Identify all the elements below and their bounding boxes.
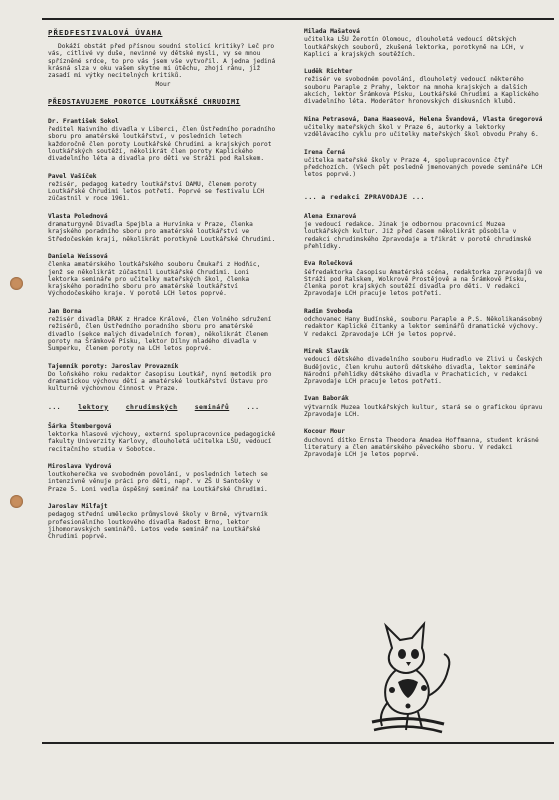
heading-part: chrudimských: [125, 402, 178, 411]
bio-text: učitelky mateřských škol v Praze 6, autorky a lektorky vzdělávacího cyklu pro učitelky mateřských škol obvodu Prahy 6.: [304, 123, 539, 139]
bio-entry: [304, 213, 546, 250]
editors-heading: ... a redakci ZPRAVODAJE ...: [304, 192, 425, 201]
bio-entry: [304, 395, 546, 418]
binder-hole: [10, 277, 23, 290]
article-title: PŘEDFESTIVALOVÁ ÚVAHA: [48, 28, 163, 37]
bio-text: pedagog střední umělecko průmyslové školy v Brně, výtvarník profesionálního loutkového divadla Radost Brno, lektor jihomoravských seminářů. Letos vede seminář na Loutkářské Chrudimi poprvé.: [48, 511, 268, 541]
bio-text: režisér divadla DRAK z Hradce Králové, člen Volného sdružení režisérů, člen Ústředního poradního sboru pro amatérské divadlo (sekce malých divadelních forem), několikrát členem poroty na Šrámkově Písku, lektor Dílny mladého divadla v Šumperku, členem poroty na LCH letos poprvé.: [48, 316, 272, 353]
bio-entry: [48, 118, 278, 163]
bio-name: Alena Exnarová: [304, 212, 357, 220]
bio-entry: [48, 213, 278, 243]
bio-text: režisér, pedagog katedry loutkářství DAMU, členem poroty Loutkářské Chrudimi letos potřetí. Poprvé se festivalu LCH zúčastnil v roce 1961.: [48, 180, 265, 203]
bio-text: vedoucí dětského divadelního souboru Hudradlo ve Zlivi u Českých Budějovic, člen kruhu autorů dětského divadla, lektor semináře Národní přehlídky dětského divadla v Prachaticích, v redakci Zpravodaje LCH pracuje letos potřetí.: [304, 356, 543, 386]
bio-text: dramaturgyně Divadla Spejbla a Hurvínka v Praze, členka krajského poradního sboru pro amatérské loutkářství ve Středočeském kraji, několikrát porotkyně Loutkářské Chrudimi.: [48, 221, 276, 243]
bio-entry: [304, 68, 546, 105]
bio-name: Kocour Mour: [304, 428, 345, 436]
bio-name: Irena Černá: [304, 148, 345, 156]
right-column: [304, 28, 546, 468]
bio-name: Jaroslav Milfajt: [48, 503, 108, 511]
bio-name: Ivan Baborák: [304, 395, 349, 403]
editors-list: [304, 213, 546, 459]
bio-entry: [304, 116, 546, 139]
lecturers-list-right: [304, 28, 546, 179]
bio-entry: [48, 503, 278, 540]
bio-entry: [48, 308, 278, 353]
bio-entry: [304, 428, 546, 458]
bio-text: ředitel Naivního divadla v Liberci, člen Ústředního poradního sboru pro amatérské loutkářství, v posledních letech každoročně člen poroty Loutkářské Chrudimi a krajských porot loutkářských soutěží, několikrát člen poroty Kaplického divadelního léta a divadla pro děti ve Stráži pod Ralskem.: [48, 126, 276, 163]
lecturers-heading: [48, 403, 278, 411]
heading-part: ...: [48, 402, 61, 411]
bio-entry: [48, 363, 278, 393]
bio-entry: [48, 423, 278, 453]
bio-text: je vedoucí redakce. Jinak je odbornou pracovnicí Muzea loutkářských kultur. Již před časem několikrát působila v redakci chrudimského Zpravodaje a třikrát v porotě chrudimské přehlídky.: [304, 221, 532, 250]
bio-entry: [304, 149, 546, 179]
bio-name: Jan Borna: [48, 307, 82, 315]
bio-text: učitelka mateřské školy v Praze 4, spolupracovnice čtyř předchozích. (Všech pět posledně jmenovaných povede semináře LCH letos poprvé.): [304, 156, 543, 179]
bio-text: učitelka LŠU Žerotín Olomouc, dlouholetá vedoucí dětských loutkářských souborů, zkušená lektorka, porotkyně na LCH, v Kaplici a krajských soutěžích.: [304, 36, 524, 58]
bio-text: šéfredaktorka časopisu Amatérská scéna, redaktorka zpravodajů ve Stráži pod Ralskem, Wolkrově Prostějově a na Šrámkově Písku, členka porot krajských soutěží divadla pro děti. V redakci Zpravodaje LCH pracuje letos potřetí.: [304, 268, 543, 298]
jury-list: [48, 118, 278, 393]
bio-entry: [48, 253, 278, 298]
heading-part: lektory: [78, 402, 109, 411]
bio-text: lektorka hlasové výchovy, externí spolupracovnice pedagogické fakulty Univerzity Karlovy, dlouholetá učitelka LŠU, vedoucí recitačního studia v Sobotce.: [48, 430, 276, 453]
bio-name: Eva Rolečková: [304, 260, 353, 268]
bio-name: Miroslava Vydrová: [48, 462, 112, 470]
bio-text: členka amatérského loutkářského souboru Čmukaři z Hodňic, jenž se několikrát zúčastnil Loutkářské Chrudimi. Loni lektorka semináře pro učitelky mateřských škol, členka krajského poradního sboru pro amatérské loutkářství Východočeského kraje. V porotě LCH letos poprvé.: [48, 261, 261, 298]
jury-heading: PŘEDSTAVUJEME POROTCE LOUTKÁŘSKÉ CHRUDIMI: [48, 97, 241, 106]
bio-text: Do loňského roku redaktor časopisu Loutkář, nyní metodik pro dramatickou výchovu dětí a amatérské loutkářství Ústavu pro kulturně výchovnou činnost v Praze.: [48, 370, 272, 393]
bio-name: Radim Svoboda: [304, 307, 353, 315]
bio-name: Milada Mašatová: [304, 28, 360, 35]
top-rule: [42, 18, 554, 20]
binder-hole: [10, 495, 23, 508]
bio-name: Dr. František Sokol: [48, 117, 119, 125]
heading-part: seminářů: [194, 402, 230, 411]
bio-entry: [304, 348, 546, 385]
intro-paragraph: Dokáží obstát před přísnou soudní stolicí kritiky? Leč pro vás, citlivé vy duše, nevinné vy dětské mysli, vy se mnou spřízněné srdce, to pro vás jsem vše vytvořil. A jedna jediná krásná slza v oku vašem skytne mi útěchu, zhojí ránu, již zasadí mi výtky necitelných kritiků.: [48, 43, 276, 80]
bio-name: Šárka Štembergová: [48, 422, 112, 430]
bio-name: Pavel Vašíček: [48, 172, 97, 180]
left-column: [48, 28, 278, 551]
bio-text: odchovanec Hany Budínské, souboru Paraple a P.S. Několikanásobný redaktor Kaplické čítanky a lektor seminářů dramatické výchovy. V redakci Zpravodaje LCH je letos poprvé.: [304, 316, 543, 338]
bio-name: Nina Petrasová, Dana Haaseová, Helena Švandová, Vlasta Gregorová: [304, 115, 543, 123]
bio-name: Tajemník poroty: Jaroslav Provazník: [48, 362, 179, 370]
bio-name: Luděk Richter: [304, 68, 353, 76]
bio-name: Mirek Slavík: [304, 347, 349, 355]
bio-entry: [48, 173, 278, 203]
bottom-rule: [42, 742, 554, 744]
bio-text: režisér ve svobodném povolání, dlouholetý vedoucí některého souboru Paraple z Prahy, lektor na mnoha krajských a dalších akcích, lektor Šrámkova Písku, Loutkářské Chrudimi a Kaplického divadelního léta. Moderátor hronovských diskusních klubů.: [304, 76, 539, 106]
intro-signature: Mour: [155, 81, 171, 89]
heading-part: ...: [246, 402, 260, 411]
bio-name: Daniela Weissová: [48, 252, 108, 260]
lecturers-list-left: [48, 423, 278, 541]
bio-text: loutkoherečka ve svobodném povolání, v posledních letech se intenzívně věnuje práci pro děti, např. v ZŠ U Santošky v Praze 5. Loni vedla úspěšný seminář na Loutkářské Chrudimi.: [48, 471, 268, 493]
bio-entry: [304, 28, 546, 58]
bio-text: duchovní dítko Ernsta Theodora Amadea Hoffmanna, student krásné literatury a člen amatérského pěveckého sboru. V redakci Zpravodaje LCH je letos poprvé.: [304, 436, 539, 459]
bio-name: Vlasta Polednová: [48, 212, 108, 220]
bio-entry: [304, 308, 546, 338]
bio-text: výtvarník Muzea loutkářských kultur, stará se o grafickou úpravu Zpravodaje LCH.: [304, 403, 543, 418]
cat-illustration: [352, 618, 462, 736]
bio-entry: [304, 260, 546, 297]
bio-entry: [48, 463, 278, 493]
